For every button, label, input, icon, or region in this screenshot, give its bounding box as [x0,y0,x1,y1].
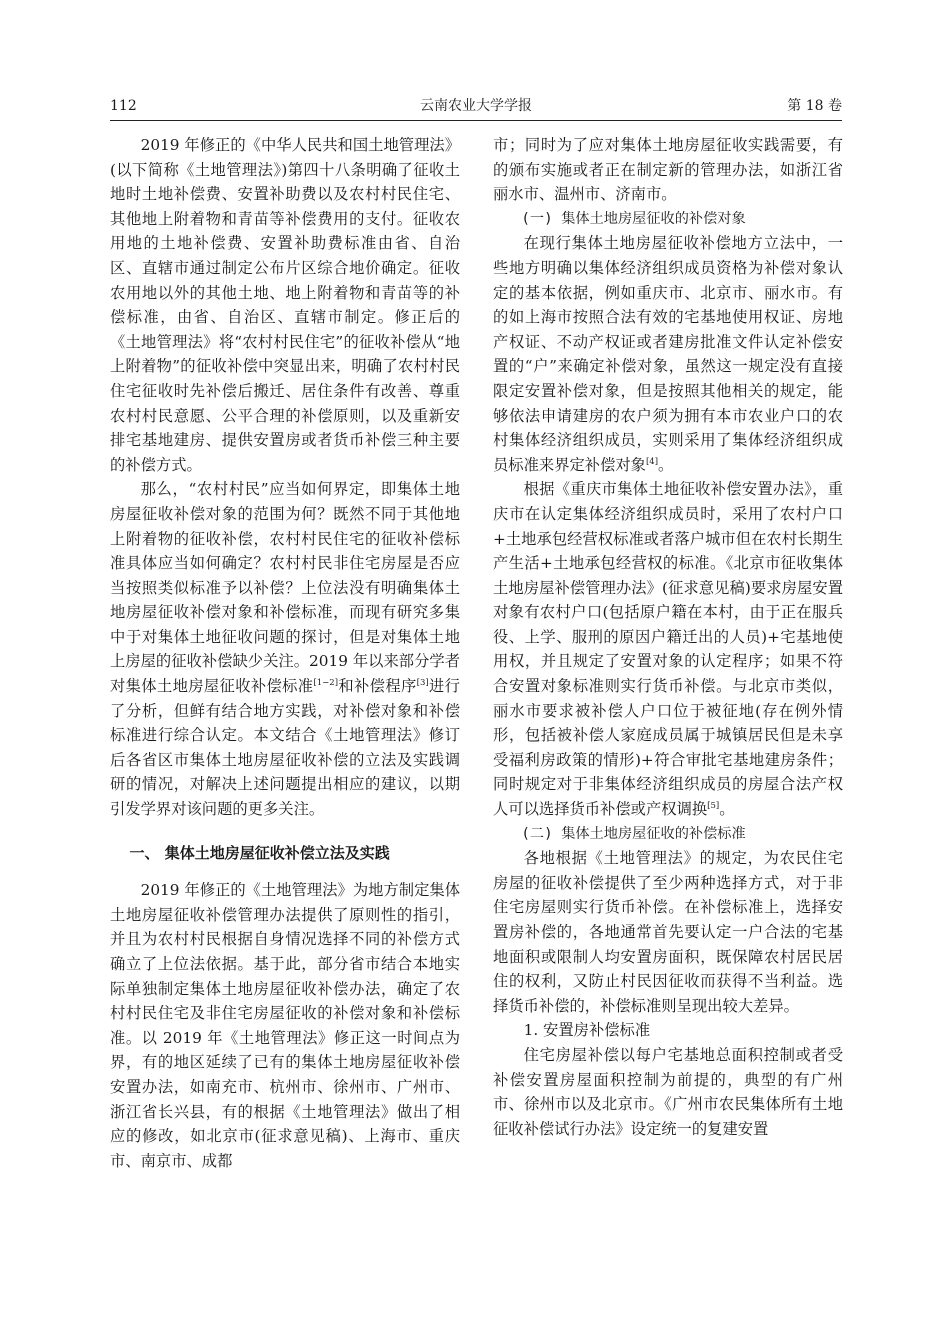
subsection-heading-2: (二) 集体土地房屋征收的补偿标准 [521,825,746,842]
citation-ref: [3] [416,677,429,688]
header-rule [110,120,842,121]
running-header [110,94,842,118]
subsection-heading-1: (一) 集体土地房屋征收的补偿对象 [521,210,746,227]
left-column [110,133,460,1173]
paragraph-cities-comparison [493,477,843,821]
citation-ref: [4] [645,456,659,467]
paragraph-compensation-standard: 各地根据《土地管理法》的规定，为农民住宅房屋的征收补偿提供了至少两种选择方式，对于非住宅房屋则实行货币补偿。在补偿标准上，选择安置房补偿的，各地通常首先要认定一户合法的宅基地面积或限制人均安置房面积，既保障农村居民居住的权利，又防止村民因征收而获得不当利益。选择货币补偿的，补偿标准则呈现出较大差异。 [493,849,843,1015]
citation-ref: [5] [707,800,720,811]
paragraph-compensation-object [493,231,843,477]
right-column [493,133,843,1141]
citation-ref: [1−2] [313,677,339,688]
paragraph-text: 和补偿程序 [338,677,417,696]
paragraph-text: 根据《重庆市集体土地征收补偿安置办法》，重庆市在认定集体经济组织成员时，采用了农村户口+土地承包经营权标准或者落户城市但在农村长期生产生活+土地承包经营权的标准。《北京市征收集体土地房屋补偿管理办法》(征求意见稿)要求房屋安置对象有农村户口(包括原户籍在本村，由于正在服兵役、上学、服刑的原因户籍迁出的人员)+宅基地使用权，并且规定了安置对象的认定程序；如果不符合安置对象标准则实行货币补偿。与北京市类似，丽水市要求被补偿人户口位于被征地(存在例外情形，包括被补偿人家庭成员属于城镇居民但是未享受福利房政策的情形)+符合审批宅基地建房条件；同时规定对于非集体经济组织成员的房屋合法产权人可以选择货币补偿或产权调换 [493,480,843,819]
paragraph-text: 进行了分析，但鲜有结合地方实践，对补偿对象和补偿标准进行综合认定。本文结合《土地管理法》修订后各省区市集体土地房屋征收补偿的立法及实践调研的情况，对解决上述问题提出相应的建议，以期引发学界对该问题的更多关注。 [110,677,460,819]
subsubsection-heading: 1. 安置房补偿标准 [523,1021,651,1040]
paragraph-text: 。 [719,800,735,819]
section-paragraph-1: 2019 年修正的《土地管理法》为地方制定集体土地房屋征收补偿管理办法提供了原则性的指引，并且为农村村民根据自身情况选择不同的补偿方式确立了上位法依据。基于此，部分省市结合本地实际单独制定集体土地房屋征收补偿办法，确定了农村村民住宅及非住宅房屋征收的补偿对象和补偿标准。以 2019 年《土地管理法》修正这一时间点为界，有的地区延续了已有的集体土地房屋征收补偿安置办法，如南充市、杭州市、徐州市、广州市、浙江省长兴县，有的根据《土地管理法》做出了相应的修改，如北京市(征求意见稿)、上海市、重庆市、南京市、成都 [110,881,460,1170]
paragraph-text: 。 [658,455,674,474]
section-heading: 一、 集体土地房屋征收补偿立法及实践 [129,843,390,862]
intro-paragraph-1: 2019 年修正的《中华人民共和国土地管理法》(以下简称《土地管理法》)第四十八条明确了征收土地时土地补偿费、安置补助费以及农村村民住宅、其他地上附着物和青苗等补偿费用的支付。征收农用地的土地补偿费、安置补助费标准由省、自治区、直辖市通过制定公布片区综合地价确定。征收农用地以外的其他土地、地上附着物和青苗等的补偿标准，由省、自治区、直辖市制定。修正后的《土地管理法》将“农村村民住宅”的征收补偿从“地上附着物”的征收补偿中突显出来，明确了农村村民住宅征收时先补偿后搬迁、居住条件有改善、尊重农村村民意愿、公平合理的补偿原则，以及重新安排宅基地建房、提供安置房或者货币补偿三种主要的补偿方式。 [110,136,460,474]
paragraph-text: 在现行集体土地房屋征收补偿地方立法中，一些地方明确以集体经济组织成员资格为补偿对象认定的基本依据，例如重庆市、北京市、丽水市。有的如上海市按照合法有效的宅基地使用权证、房地产权证、不动产权证或者建房批准文件认定补偿安置的“户”来确定补偿对象，虽然这一规定没有直接限定安置补偿对象，但是按照其他相关的规定，能够依法申请建房的农户须为拥有本市农业户口的农村集体经济组织成员，实则采用了集体经济组织成员标准来界定补偿对象 [493,234,843,474]
intro-paragraph-2 [110,477,460,821]
paragraph-resettlement-housing: 住宅房屋补偿以每户宅基地总面积控制或者受补偿安置房屋面积控制为前提的，典型的有广州市、徐州市以及北京市。《广州市农民集体所有土地征收补偿试行办法》设定统一的复建安置 [493,1045,843,1138]
continued-paragraph: 市；同时为了应对集体土地房屋征收实践需要，有的颁布实施或者正在制定新的管理办法，如浙江省丽水市、温州市、济南市。 [493,136,843,204]
journal-title: 云南农业大学学报 [420,98,532,114]
page-number: 112 [110,98,137,114]
paragraph-text: 那么，“农村村民”应当如何界定，即集体土地房屋征收补偿对象的范围为何？既然不同于其他地上附着物的征收补偿，农村村民住宅的征收补偿标准具体应当如何确定？农村村民非住宅房屋是否应当按照类似标准予以补偿？上位法没有明确集体土地房屋征收补偿对象和补偿标准，而现有研究多集中于对集体土地征收问题的探讨，但是对集体土地上房屋的征收补偿缺少关注。2019 年以来部分学者对集体土地房屋征收补偿标准 [110,480,460,696]
volume-label: 第 18 卷 [787,98,842,114]
